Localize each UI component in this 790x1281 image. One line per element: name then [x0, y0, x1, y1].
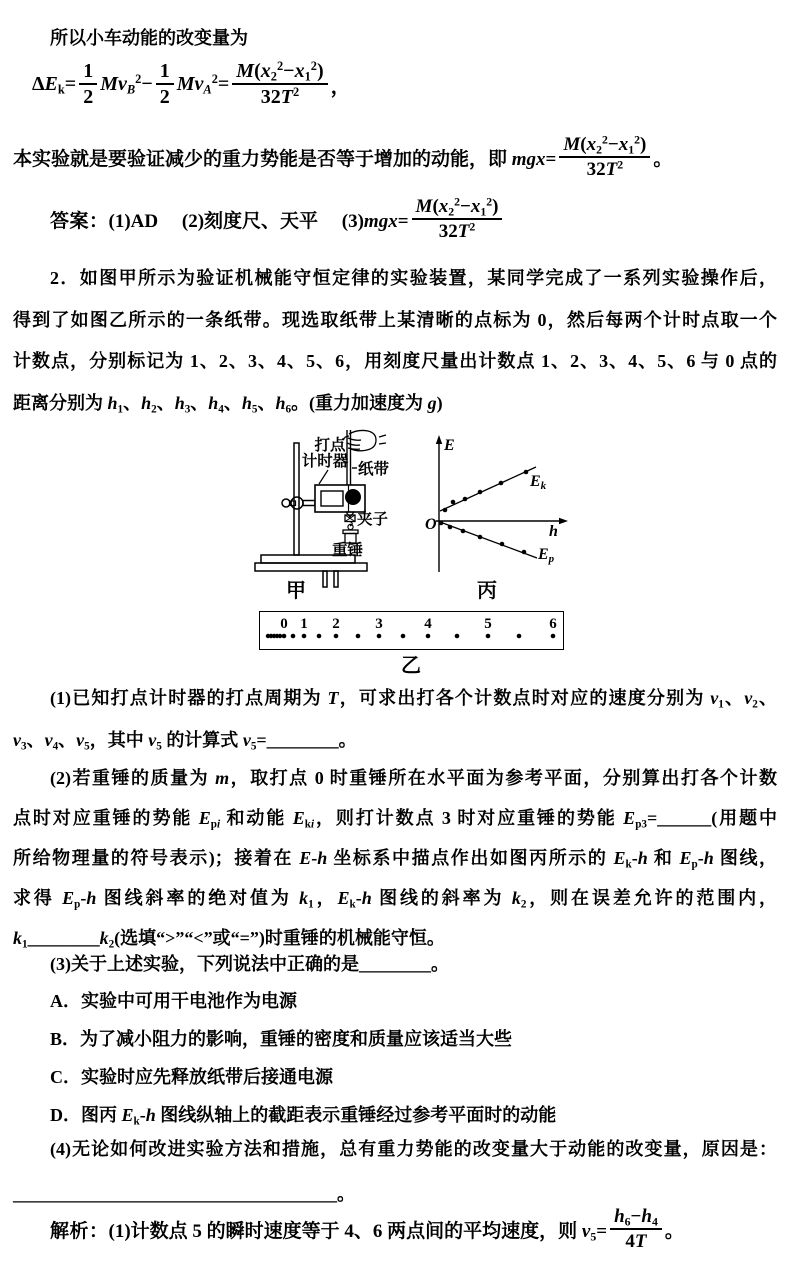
ek-trendline	[440, 467, 536, 511]
y-axis-label: E	[444, 437, 455, 454]
part4-line-1: (4)无论如何改进实验方法和措施，总有重力势能的改变量大于动能的改变量，原因是：	[50, 1139, 777, 1159]
answer-label: 答案：	[50, 210, 109, 232]
svg-text:2: 2	[332, 616, 340, 632]
part2-line-5: $k_1\_\_\_\_\_\_\_\_k_2$(选填“>”“<”或“=”)时重锤的机械能守恒。	[13, 928, 445, 951]
graph-caption: 丙	[477, 580, 497, 602]
energy-graph	[423, 432, 573, 582]
weight-label: 重锤	[332, 542, 364, 559]
option-c: C．实验时应先释放纸带后接通电源	[50, 1067, 333, 1087]
part3-options	[50, 982, 556, 1134]
part3-prompt: (3)关于上述实验，下列说法中正确的是________。	[50, 954, 449, 974]
clamp-knob-small	[282, 499, 290, 507]
question2-line-1: 2．如图甲所示为验证机械能守恒定律的实验装置，某同学完成了一系列实验操作后，	[50, 268, 777, 288]
part4-paragraph	[13, 1128, 777, 1170]
ep-label: Ep	[538, 546, 555, 565]
part2-line-3: 所给物理量的符号表示)；接着在 E-h 坐标系中描点作出如图丙所示的 $E_k-h$ 和 $E_p-h$ 图线，	[13, 848, 778, 871]
answer-line	[50, 196, 505, 243]
tape-caption: 乙	[401, 655, 421, 677]
part1-paragraph	[13, 678, 777, 761]
timer-label-line2: 计时器	[301, 453, 349, 470]
tape-dots	[260, 612, 563, 649]
delta-ek-formula: $\Delta E_k=$ $\frac{1}{2}$ $Mv_B^2-$ $\frac{1}{2}$ $Mv_A^2=$ $\frac{M(x_2^2-x_1^2)}{32T^2}$ ，	[32, 59, 351, 109]
part1-line-1: (1)已知打点计时器的打点周期为 T，可求出打各个计数点时对应的速度分别为 $v_1$、$v_2$、	[50, 688, 778, 711]
analysis-content: (1)计数点 5 的瞬时速度等于 4、6 两点间的平均速度，则 $v_5=$ $\frac{h_6-h_4}{4T}$ 。	[108, 1206, 684, 1253]
stand-pole	[294, 443, 299, 555]
tape-figure	[259, 611, 564, 650]
svg-text:5: 5	[484, 616, 492, 632]
apparatus-caption: 甲	[286, 580, 306, 602]
intro-line: 所以小车动能的改变量为	[50, 28, 248, 48]
stand-leg-left	[323, 571, 327, 587]
part2-line-4: 求得 $E_p-h$ 图线斜率的绝对值为 $k_1$，$E_k-h$ 图线的斜率为 $k_2$，则在误差允许的范围内，	[13, 888, 778, 911]
svg-text:1: 1	[300, 616, 308, 632]
svg-text:3: 3	[375, 616, 383, 632]
apparatus-figure	[253, 427, 423, 597]
question2-line-2: 得到了如图乙所示的一条纸带。现选取纸带上某清晰的点标为 0，然后每两个计时点取一个	[13, 309, 777, 330]
x-axis-arrow	[559, 518, 568, 524]
svg-text:4: 4	[424, 616, 432, 632]
origin-label: O	[425, 516, 437, 533]
answer-content: (1)AD (2)刻度尺、天平 (3)mgx= $\frac{M(x_2^2-x_1^2)}{32T^2}$	[109, 196, 506, 243]
part4-blank-line: ____________________________________。	[13, 1184, 355, 1204]
ek-label: Ek	[530, 473, 547, 492]
timer-label-line1: 打点	[314, 437, 346, 454]
part2-line-2: 点时对应重锤的势能 $E_{pi}$ 和动能 $E_{ki}$，则打计数点 3 时对应重锤的势能 $E_{p3}=\_\_\_\_\_\_$(用题中	[13, 808, 778, 831]
question2-line-3: 计数点，分别标记为 1、2、3、4、5、6，用刻度尺量出计数点 1、2、3、4、5、6 与 0 点的	[13, 351, 777, 371]
analysis-line	[50, 1206, 684, 1253]
analysis-label: 解析：	[50, 1220, 109, 1242]
x-axis-label: h	[549, 523, 558, 540]
hand-icon	[343, 430, 386, 450]
part2-paragraph	[13, 758, 777, 958]
option-b: B．为了减小阻力的影响，重锤的密度和质量应该适当大些	[50, 1029, 513, 1049]
clamp-rod	[303, 501, 315, 506]
option-a: A．实验中可用干电池作为电源	[50, 991, 297, 1011]
svg-text:0: 0	[280, 616, 288, 632]
clamp-knob	[291, 497, 303, 509]
stand-base-bottom	[255, 563, 367, 571]
clip-label: 夹子	[357, 511, 389, 528]
tape-label: 纸带	[358, 461, 390, 478]
part2-line-1: (2)若重锤的质量为 m，取打点 0 时重锤所在水平面为参考平面，分别算出打各个计数	[50, 768, 777, 788]
question2-paragraph	[13, 258, 777, 424]
y-axis-arrow	[436, 435, 442, 444]
timer-wheel	[345, 489, 361, 505]
svg-text:6: 6	[549, 616, 557, 632]
question2-line-4: 距离分别为 $h_1$、$h_2$、$h_3$、$h_4$、$h_5$、$h_6$。(重力加速度为 g)	[13, 392, 443, 415]
timer-leader-line	[319, 470, 328, 484]
option-d: D．图丙 $E_k-h$ 图线纵轴上的截距表示重锤经过参考平面时的动能	[50, 1105, 557, 1128]
part1-line-2: $v_3$、$v_4$、$v_5$，其中 $v_5$ 的计算式 $v_5=\_\_\_\_\_\_\_\_$。	[13, 729, 357, 752]
stand-leg-right	[334, 571, 338, 587]
verify-sentence: 本实验就是要验证减少的重力势能是否等于增加的动能，即 mgx= $\frac{M(x_2^2-x_1^2)}{32T^2}$ 。	[13, 133, 673, 181]
